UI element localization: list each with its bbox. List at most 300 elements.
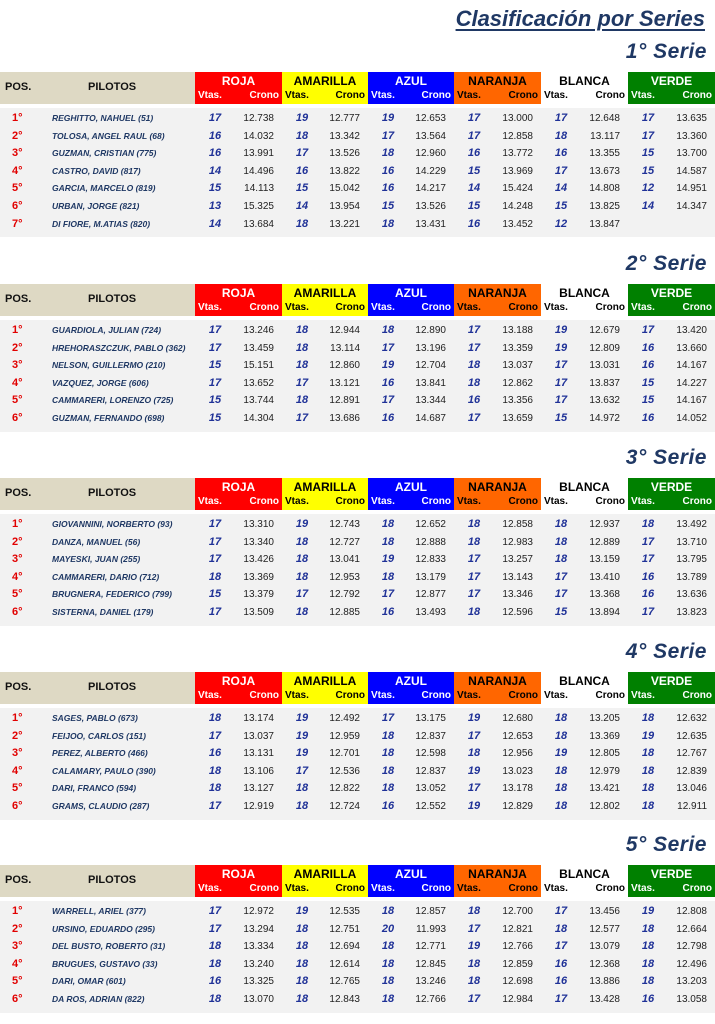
position-cell: 6° bbox=[12, 606, 23, 618]
column-vtas-label: Vtas. bbox=[371, 302, 395, 313]
crono-cell-verde: 13.046 bbox=[676, 783, 707, 795]
column-vtas-label: Vtas. bbox=[544, 90, 568, 101]
crono-cell-roja: 13.070 bbox=[243, 994, 274, 1005]
crono-cell-naranja: 13.037 bbox=[502, 360, 533, 372]
crono-cell-azul: 12.837 bbox=[415, 765, 446, 777]
crono-cell-naranja: 13.659 bbox=[502, 413, 533, 424]
laps-cell-azul: 19 bbox=[381, 553, 395, 566]
column-header-blanca bbox=[541, 672, 628, 704]
crono-cell-verde: 14.227 bbox=[676, 377, 707, 389]
laps-cell-naranja: 17 bbox=[467, 553, 481, 566]
pilot-name-cell: DARI, FRANCO (594) bbox=[52, 783, 137, 794]
position-cell: 2° bbox=[12, 922, 23, 935]
laps-cell-naranja: 15 bbox=[467, 200, 481, 212]
crono-cell-roja: 13.106 bbox=[243, 765, 274, 777]
crono-cell-blanca: 13.355 bbox=[589, 148, 620, 160]
laps-cell-azul: 20 bbox=[381, 922, 395, 935]
laps-cell-amarilla: 17 bbox=[295, 764, 309, 777]
laps-cell-azul: 18 bbox=[381, 957, 395, 970]
laps-cell-azul: 16 bbox=[381, 606, 395, 618]
crono-cell-roja: 12.738 bbox=[243, 113, 274, 124]
crono-cell-naranja: 12.766 bbox=[502, 941, 533, 953]
column-name: BLANCA bbox=[559, 480, 610, 494]
column-crono-label: Crono bbox=[249, 690, 279, 701]
table-row bbox=[0, 110, 715, 128]
pilot-name-cell: DARI, OMAR (601) bbox=[52, 976, 126, 987]
column-header-amarilla bbox=[282, 672, 368, 704]
crono-cell-azul: 12.888 bbox=[415, 536, 446, 548]
crono-cell-roja: 13.991 bbox=[243, 148, 274, 160]
laps-cell-roja: 17 bbox=[208, 535, 222, 548]
crono-cell-verde: 12.632 bbox=[676, 713, 707, 724]
position-cell: 6° bbox=[12, 412, 23, 424]
table-row bbox=[0, 728, 715, 746]
serie-title: 5° Serie bbox=[625, 833, 707, 856]
column-vtas-label: Vtas. bbox=[457, 496, 481, 507]
laps-cell-verde: 17 bbox=[641, 553, 655, 566]
laps-cell-roja: 17 bbox=[208, 606, 222, 618]
crono-cell-amarilla: 12.492 bbox=[329, 713, 360, 724]
column-vtas-label: Vtas. bbox=[285, 302, 309, 313]
crono-cell-naranja: 13.143 bbox=[502, 571, 533, 583]
column-crono-label: Crono bbox=[682, 90, 712, 101]
crono-cell-azul: 12.766 bbox=[415, 994, 446, 1005]
crono-cell-naranja: 12.596 bbox=[502, 607, 533, 618]
table-row bbox=[0, 921, 715, 939]
laps-cell-blanca: 19 bbox=[554, 341, 568, 354]
crono-cell-azul: 13.841 bbox=[415, 377, 446, 389]
table-row bbox=[0, 551, 715, 569]
crono-cell-verde: 13.636 bbox=[676, 589, 707, 601]
laps-cell-blanca: 17 bbox=[554, 394, 568, 407]
laps-cell-blanca: 18 bbox=[554, 800, 568, 812]
laps-cell-verde: 18 bbox=[641, 518, 655, 530]
position-cell: 1° bbox=[12, 518, 23, 530]
position-cell: 5° bbox=[12, 394, 23, 407]
laps-cell-roja: 18 bbox=[208, 570, 222, 583]
table-row bbox=[0, 340, 715, 358]
crono-cell-amarilla: 12.535 bbox=[329, 906, 360, 917]
crono-cell-azul: 13.564 bbox=[415, 130, 446, 142]
crono-cell-amarilla: 13.954 bbox=[329, 201, 360, 212]
crono-cell-roja: 13.127 bbox=[243, 783, 274, 795]
laps-cell-amarilla: 17 bbox=[295, 376, 309, 389]
laps-cell-naranja: 17 bbox=[467, 112, 481, 124]
column-crono-label: Crono bbox=[508, 90, 538, 101]
serie-title: 3° Serie bbox=[625, 446, 707, 469]
pilot-name-cell: SAGES, PABLO (673) bbox=[52, 713, 138, 723]
table-row bbox=[0, 180, 715, 198]
pilot-name-cell: WARRELL, ARIEL (377) bbox=[52, 906, 146, 916]
crono-cell-naranja: 13.188 bbox=[502, 325, 533, 336]
column-vtas-label: Vtas. bbox=[198, 302, 222, 313]
crono-cell-amarilla: 12.860 bbox=[329, 360, 360, 372]
laps-cell-roja: 18 bbox=[208, 712, 222, 724]
crono-cell-roja: 13.426 bbox=[243, 554, 274, 566]
header-pos: POS. bbox=[5, 293, 32, 305]
laps-cell-verde: 15 bbox=[641, 376, 655, 389]
laps-cell-azul: 17 bbox=[381, 588, 395, 601]
laps-cell-verde: 16 bbox=[641, 993, 655, 1005]
column-header-naranja bbox=[454, 865, 541, 897]
crono-cell-blanca: 13.428 bbox=[589, 994, 620, 1005]
crono-cell-blanca: 12.679 bbox=[589, 325, 620, 336]
table-row bbox=[0, 534, 715, 552]
crono-cell-blanca: 13.410 bbox=[589, 571, 620, 583]
position-cell: 2° bbox=[12, 129, 23, 142]
laps-cell-naranja: 17 bbox=[467, 993, 481, 1005]
laps-cell-amarilla: 18 bbox=[295, 975, 309, 988]
page-title: Clasificación por Series bbox=[455, 6, 705, 31]
crono-cell-amarilla: 13.221 bbox=[329, 218, 360, 230]
column-name: VERDE bbox=[650, 867, 693, 881]
crono-cell-verde: 13.700 bbox=[676, 148, 707, 160]
column-name: ROJA bbox=[221, 674, 256, 688]
crono-cell-amarilla: 12.959 bbox=[329, 730, 360, 742]
laps-cell-blanca: 16 bbox=[554, 975, 568, 988]
position-cell: 2° bbox=[12, 729, 23, 742]
pilot-name-cell: GARCIA, MARCELO (819) bbox=[52, 183, 156, 194]
laps-cell-roja: 17 bbox=[208, 553, 222, 566]
laps-cell-blanca: 18 bbox=[554, 782, 568, 795]
crono-cell-blanca: 13.837 bbox=[589, 377, 620, 389]
column-header-roja bbox=[195, 72, 282, 104]
crono-cell-roja: 15.151 bbox=[243, 360, 274, 372]
crono-cell-blanca: 13.079 bbox=[589, 941, 620, 953]
laps-cell-amarilla: 18 bbox=[295, 553, 309, 566]
laps-cell-azul: 16 bbox=[381, 412, 395, 424]
column-crono-label: Crono bbox=[682, 690, 712, 701]
crono-cell-amarilla: 12.751 bbox=[329, 923, 360, 935]
column-header-blanca bbox=[541, 865, 628, 897]
crono-cell-verde: 12.635 bbox=[676, 730, 707, 742]
column-vtas-label: Vtas. bbox=[631, 302, 655, 313]
laps-cell-amarilla: 18 bbox=[295, 957, 309, 970]
column-crono-label: Crono bbox=[335, 302, 365, 313]
table-header bbox=[0, 672, 715, 704]
laps-cell-blanca: 17 bbox=[554, 359, 568, 372]
crono-cell-blanca: 12.648 bbox=[589, 113, 620, 124]
laps-cell-naranja: 18 bbox=[467, 747, 481, 760]
crono-cell-naranja: 12.700 bbox=[502, 906, 533, 917]
crono-cell-naranja: 13.178 bbox=[502, 783, 533, 795]
serie-title: 4° Serie bbox=[625, 640, 707, 663]
laps-cell-azul: 15 bbox=[381, 200, 395, 212]
laps-cell-blanca: 14 bbox=[554, 182, 568, 195]
laps-cell-azul: 18 bbox=[381, 518, 395, 530]
column-header-roja bbox=[195, 672, 282, 704]
column-header-blanca bbox=[541, 478, 628, 510]
column-vtas-label: Vtas. bbox=[457, 690, 481, 701]
laps-cell-verde: 17 bbox=[641, 324, 655, 336]
column-name: AMARILLA bbox=[293, 74, 357, 88]
column-vtas-label: Vtas. bbox=[198, 496, 222, 507]
laps-cell-naranja: 15 bbox=[467, 164, 481, 177]
column-header-naranja bbox=[454, 284, 541, 316]
laps-cell-verde: 19 bbox=[641, 905, 655, 917]
pilot-name-cell: GUZMAN, CRISTIAN (775) bbox=[52, 148, 157, 159]
laps-cell-verde: 15 bbox=[641, 394, 655, 407]
laps-cell-amarilla: 18 bbox=[295, 359, 309, 372]
column-vtas-label: Vtas. bbox=[285, 883, 309, 894]
crono-cell-verde: 13.203 bbox=[676, 976, 707, 988]
crono-cell-roja: 13.652 bbox=[243, 377, 274, 389]
laps-cell-verde: 18 bbox=[641, 975, 655, 988]
table-row bbox=[0, 516, 715, 534]
crono-cell-amarilla: 12.885 bbox=[329, 607, 360, 618]
column-header-amarilla bbox=[282, 478, 368, 510]
crono-cell-naranja: 12.862 bbox=[502, 377, 533, 389]
crono-cell-verde: 14.052 bbox=[676, 413, 707, 424]
pilot-name-cell: GUARDIOLA, JULIAN (724) bbox=[52, 325, 162, 335]
laps-cell-amarilla: 19 bbox=[295, 112, 309, 124]
position-cell: 3° bbox=[12, 359, 23, 372]
crono-cell-blanca: 12.805 bbox=[589, 748, 620, 760]
crono-cell-azul: 12.960 bbox=[415, 148, 446, 160]
laps-cell-naranja: 19 bbox=[467, 764, 481, 777]
laps-cell-blanca: 17 bbox=[554, 905, 568, 917]
crono-cell-azul: 12.652 bbox=[415, 519, 446, 530]
pilot-name-cell: DI FIORE, M.ATIAS (820) bbox=[52, 218, 151, 229]
column-name: ROJA bbox=[221, 74, 256, 88]
header-pos: POS. bbox=[5, 874, 32, 886]
crono-cell-amarilla: 13.114 bbox=[330, 342, 360, 354]
column-vtas-label: Vtas. bbox=[371, 883, 395, 894]
laps-cell-amarilla: 18 bbox=[295, 341, 309, 354]
column-name: BLANCA bbox=[559, 286, 610, 300]
crono-cell-verde: 14.347 bbox=[676, 201, 707, 212]
column-name: AMARILLA bbox=[293, 286, 357, 300]
laps-cell-verde: 18 bbox=[641, 922, 655, 935]
crono-cell-naranja: 13.023 bbox=[502, 765, 533, 777]
laps-cell-verde: 18 bbox=[641, 712, 655, 724]
laps-cell-amarilla: 18 bbox=[295, 535, 309, 548]
laps-cell-azul: 18 bbox=[381, 940, 395, 953]
column-name: AZUL bbox=[395, 480, 427, 494]
header-pos: POS. bbox=[5, 487, 32, 499]
table-row bbox=[0, 163, 715, 181]
laps-cell-blanca: 17 bbox=[554, 588, 568, 601]
column-header-azul bbox=[368, 865, 454, 897]
crono-cell-verde: 14.587 bbox=[676, 165, 707, 177]
laps-cell-roja: 17 bbox=[208, 922, 222, 935]
crono-cell-verde: 13.823 bbox=[676, 607, 707, 618]
laps-cell-azul: 18 bbox=[381, 975, 395, 988]
laps-cell-roja: 14 bbox=[208, 164, 222, 177]
laps-cell-verde: 16 bbox=[641, 341, 655, 354]
header-pilotos: PILOTOS bbox=[88, 487, 137, 499]
laps-cell-verde: 18 bbox=[641, 940, 655, 953]
laps-cell-roja: 17 bbox=[208, 112, 222, 124]
column-crono-label: Crono bbox=[421, 90, 451, 101]
laps-cell-blanca: 17 bbox=[554, 993, 568, 1005]
crono-cell-naranja: 12.859 bbox=[502, 958, 533, 970]
table-header bbox=[0, 284, 715, 316]
header-pos: POS. bbox=[5, 81, 32, 93]
column-crono-label: Crono bbox=[682, 496, 712, 507]
pilot-name-cell: CAMMARERI, LORENZO (725) bbox=[52, 395, 174, 406]
laps-cell-naranja: 16 bbox=[467, 147, 481, 160]
crono-cell-roja: 15.325 bbox=[243, 201, 274, 212]
crono-cell-roja: 13.131 bbox=[243, 748, 274, 760]
crono-cell-verde: 13.635 bbox=[676, 113, 707, 124]
pilot-name-cell: TOLOSA, ANGEL RAUL (68) bbox=[52, 130, 165, 141]
serie-title: 1° Serie bbox=[625, 40, 707, 63]
crono-cell-blanca: 13.369 bbox=[589, 730, 620, 742]
column-header-azul bbox=[368, 478, 454, 510]
position-cell: 1° bbox=[12, 905, 23, 917]
table-row bbox=[0, 780, 715, 798]
pilot-name-cell: URSINO, EDUARDO (295) bbox=[52, 923, 155, 934]
column-crono-label: Crono bbox=[682, 883, 712, 894]
laps-cell-roja: 15 bbox=[208, 394, 222, 407]
pilot-name-cell: GIOVANNINI, NORBERTO (93) bbox=[52, 519, 173, 529]
crono-cell-roja: 13.334 bbox=[243, 941, 274, 953]
laps-cell-amarilla: 17 bbox=[295, 412, 309, 424]
pilot-name-cell: URBAN, JORGE (821) bbox=[52, 201, 140, 211]
position-cell: 4° bbox=[12, 570, 23, 583]
laps-cell-roja: 18 bbox=[208, 940, 222, 953]
column-vtas-label: Vtas. bbox=[371, 496, 395, 507]
laps-cell-naranja: 16 bbox=[467, 394, 481, 407]
laps-cell-azul: 18 bbox=[381, 217, 395, 230]
laps-cell-amarilla: 18 bbox=[295, 993, 309, 1005]
column-vtas-label: Vtas. bbox=[198, 690, 222, 701]
laps-cell-amarilla: 16 bbox=[295, 164, 309, 177]
crono-cell-azul: 12.653 bbox=[415, 113, 446, 124]
column-crono-label: Crono bbox=[508, 302, 538, 313]
position-cell: 5° bbox=[12, 588, 23, 601]
laps-cell-blanca: 18 bbox=[554, 712, 568, 724]
table-row bbox=[0, 322, 715, 340]
column-header-azul bbox=[368, 284, 454, 316]
crono-cell-amarilla: 12.843 bbox=[329, 994, 360, 1005]
table-row bbox=[0, 604, 715, 622]
column-header-azul bbox=[368, 672, 454, 704]
laps-cell-azul: 18 bbox=[381, 764, 395, 777]
column-header-blanca bbox=[541, 72, 628, 104]
pilot-name-cell: CASTRO, DAVID (817) bbox=[52, 165, 141, 176]
laps-cell-naranja: 18 bbox=[467, 975, 481, 988]
laps-cell-naranja: 17 bbox=[467, 412, 481, 424]
column-vtas-label: Vtas. bbox=[631, 690, 655, 701]
column-name: BLANCA bbox=[559, 674, 610, 688]
crono-cell-naranja: 12.983 bbox=[502, 536, 533, 548]
crono-cell-roja: 13.509 bbox=[243, 607, 274, 618]
table-row bbox=[0, 128, 715, 146]
laps-cell-amarilla: 18 bbox=[295, 800, 309, 812]
laps-cell-blanca: 15 bbox=[554, 606, 568, 618]
crono-cell-azul: 12.877 bbox=[415, 589, 446, 601]
position-cell: 3° bbox=[12, 147, 23, 160]
crono-cell-azul: 13.052 bbox=[415, 783, 446, 795]
crono-cell-naranja: 15.424 bbox=[502, 183, 533, 195]
column-crono-label: Crono bbox=[249, 883, 279, 894]
crono-cell-verde: 14.951 bbox=[676, 183, 707, 195]
column-name: AZUL bbox=[395, 286, 427, 300]
column-crono-label: Crono bbox=[421, 496, 451, 507]
pilot-name-cell: DEL BUSTO, ROBERTO (31) bbox=[52, 941, 166, 952]
laps-cell-amarilla: 19 bbox=[295, 729, 309, 742]
laps-cell-amarilla: 18 bbox=[295, 606, 309, 618]
laps-cell-azul: 18 bbox=[381, 905, 395, 917]
crono-cell-blanca: 13.031 bbox=[589, 360, 620, 372]
column-header-roja bbox=[195, 284, 282, 316]
crono-cell-roja: 13.325 bbox=[243, 976, 274, 988]
crono-cell-roja: 13.459 bbox=[243, 342, 274, 354]
crono-cell-azul: 12.552 bbox=[415, 801, 446, 812]
laps-cell-verde: 16 bbox=[641, 570, 655, 583]
table-row bbox=[0, 145, 715, 163]
column-vtas-label: Vtas. bbox=[371, 690, 395, 701]
crono-cell-amarilla: 13.822 bbox=[329, 165, 360, 177]
table-row bbox=[0, 991, 715, 1009]
crono-cell-blanca: 14.972 bbox=[589, 413, 620, 424]
crono-cell-verde: 13.360 bbox=[676, 130, 707, 142]
crono-cell-azul: 13.493 bbox=[415, 607, 446, 618]
laps-cell-amarilla: 18 bbox=[295, 129, 309, 142]
crono-cell-amarilla: 15.042 bbox=[329, 183, 360, 195]
crono-cell-verde: 14.167 bbox=[676, 395, 707, 407]
crono-cell-amarilla: 12.724 bbox=[329, 801, 360, 812]
column-name: ROJA bbox=[221, 867, 256, 881]
column-vtas-label: Vtas. bbox=[457, 90, 481, 101]
laps-cell-amarilla: 15 bbox=[295, 182, 309, 195]
crono-cell-amarilla: 12.727 bbox=[329, 536, 360, 548]
column-crono-label: Crono bbox=[335, 690, 365, 701]
table-row bbox=[0, 938, 715, 956]
crono-cell-amarilla: 13.121 bbox=[329, 377, 360, 389]
crono-cell-azul: 13.179 bbox=[415, 571, 446, 583]
laps-cell-azul: 18 bbox=[381, 782, 395, 795]
crono-cell-azul: 12.837 bbox=[415, 730, 446, 742]
header-pilotos: PILOTOS bbox=[88, 681, 137, 693]
crono-cell-naranja: 13.359 bbox=[502, 342, 533, 354]
column-header-naranja bbox=[454, 478, 541, 510]
column-name: ROJA bbox=[221, 480, 256, 494]
crono-cell-verde: 13.660 bbox=[676, 342, 707, 354]
pilot-name-cell: BRUGUES, GUSTAVO (33) bbox=[52, 958, 158, 969]
crono-cell-verde: 12.798 bbox=[676, 941, 707, 953]
laps-cell-blanca: 18 bbox=[554, 922, 568, 935]
crono-cell-azul: 12.833 bbox=[415, 554, 446, 566]
laps-cell-verde: 17 bbox=[641, 112, 655, 124]
crono-cell-amarilla: 13.342 bbox=[329, 130, 360, 142]
table-header bbox=[0, 72, 715, 104]
table-header bbox=[0, 478, 715, 510]
crono-cell-amarilla: 13.686 bbox=[329, 413, 360, 424]
laps-cell-azul: 19 bbox=[381, 112, 395, 124]
crono-cell-blanca: 12.802 bbox=[589, 801, 620, 812]
crono-cell-amarilla: 12.743 bbox=[329, 519, 360, 530]
pilot-name-cell: SISTERNA, DANIEL (179) bbox=[52, 607, 154, 617]
column-name: BLANCA bbox=[559, 74, 610, 88]
crono-cell-roja: 12.919 bbox=[243, 801, 274, 812]
crono-cell-blanca: 14.808 bbox=[589, 183, 620, 195]
position-cell: 3° bbox=[12, 553, 23, 566]
crono-cell-blanca: 13.159 bbox=[589, 554, 620, 566]
crono-cell-roja: 14.032 bbox=[243, 130, 274, 142]
column-crono-label: Crono bbox=[595, 90, 625, 101]
column-header-roja bbox=[195, 478, 282, 510]
crono-cell-roja: 14.304 bbox=[243, 413, 274, 424]
column-vtas-label: Vtas. bbox=[544, 496, 568, 507]
laps-cell-azul: 17 bbox=[381, 712, 395, 724]
crono-cell-azul: 13.175 bbox=[415, 713, 446, 724]
column-name: AMARILLA bbox=[293, 674, 357, 688]
crono-cell-azul: 13.196 bbox=[415, 342, 446, 354]
laps-cell-roja: 15 bbox=[208, 588, 222, 601]
